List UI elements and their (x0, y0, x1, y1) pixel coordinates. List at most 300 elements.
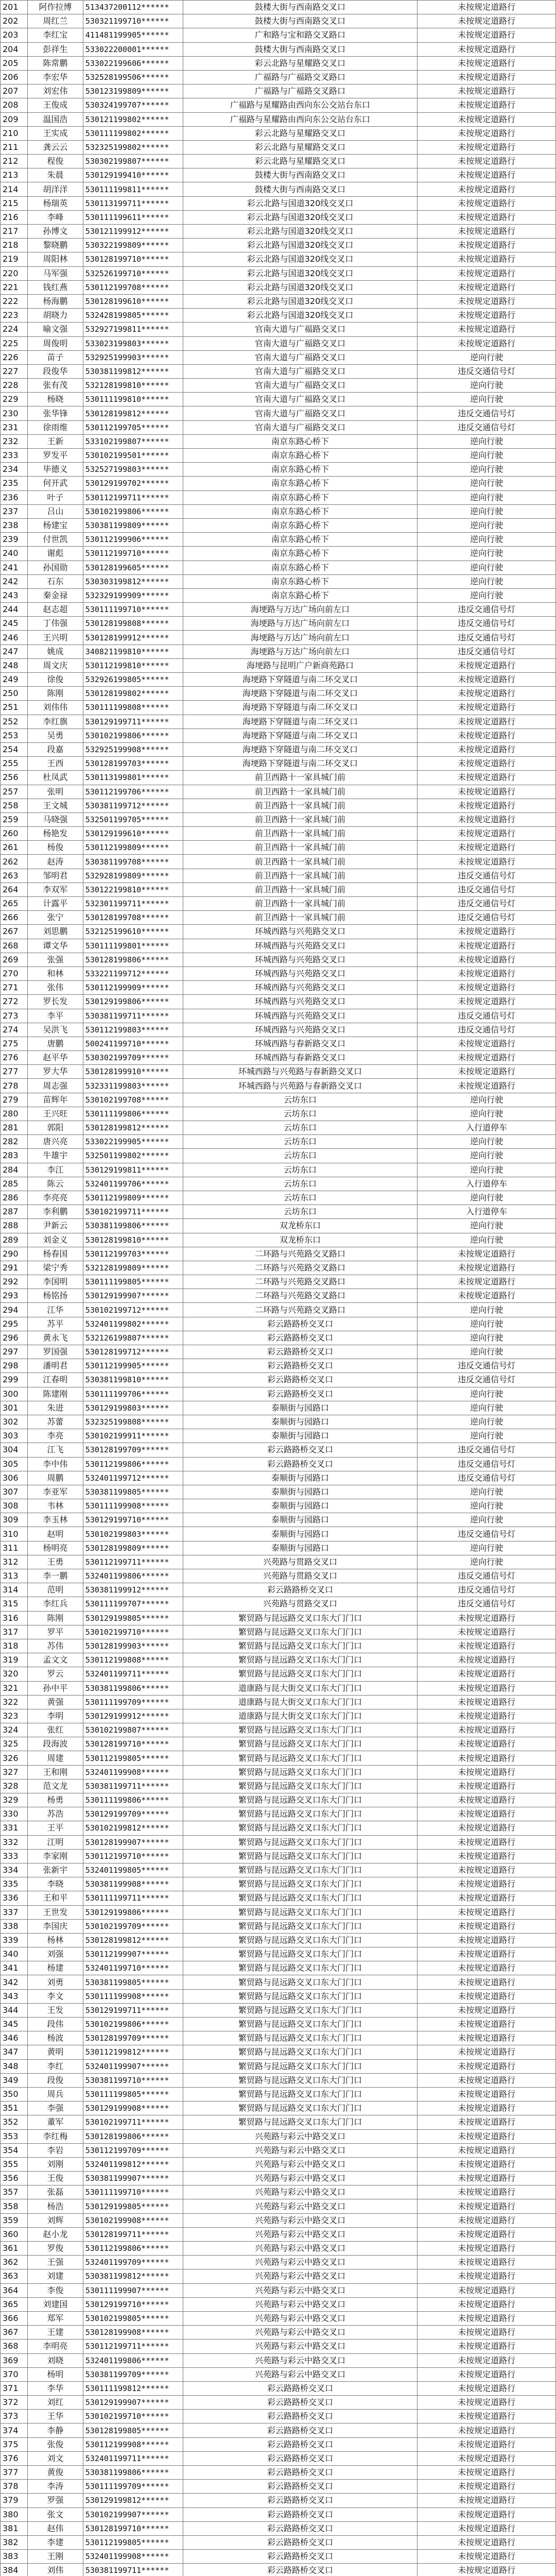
violation-location: 繁贸路与昆远路交叉口东大门门口 (183, 2087, 417, 2101)
id-number: 530129199908****** (83, 2102, 183, 2115)
table-row (1, 379, 556, 393)
person-name: 阿作拉博 (27, 1, 83, 14)
person-name: 王华 (27, 2410, 83, 2424)
row-number: 376 (1, 2451, 28, 2465)
person-name: 段海波 (27, 1737, 83, 1751)
id-number: 530381199709****** (83, 2367, 183, 2381)
table-row (1, 2521, 556, 2535)
person-name: 刘建 (27, 2269, 83, 2283)
violation-type: 未按规定道路行 (418, 925, 556, 939)
violation-type: 未按规定道路行 (418, 196, 556, 210)
table-row (1, 1863, 556, 1877)
table-row (1, 785, 556, 799)
violation-type: 逆向行驶 (418, 1513, 556, 1527)
violation-location: 彩云路路桥交叉口 (183, 2451, 417, 2465)
id-number: 530129199702****** (83, 477, 183, 490)
violation-type: 未按规定道路行 (418, 2521, 556, 2535)
id-number: 530129199711****** (83, 715, 183, 728)
violation-type: 未按规定道路行 (418, 2269, 556, 2283)
person-name: 尹新云 (27, 1219, 83, 1233)
row-number: 297 (1, 1345, 28, 1359)
table-row (1, 617, 556, 631)
id-number: 532329199909****** (83, 588, 183, 602)
id-number: 532928199809****** (83, 869, 183, 883)
violation-type: 违反交通信号灯 (418, 1527, 556, 1541)
violation-location: 云坊东口 (183, 1177, 417, 1191)
violation-location: 环城西路与兴苑路交叉口 (183, 981, 417, 995)
person-name: 罗长发 (27, 995, 83, 1009)
id-number: 530111199709****** (83, 2480, 183, 2494)
violation-location: 南京东路心桥下 (183, 518, 417, 532)
person-name: 王建 (27, 2326, 83, 2340)
table-row (1, 126, 556, 140)
table-row (1, 155, 556, 168)
person-name: 杨海鹏 (27, 294, 83, 308)
violation-location: 繁贸路与昆远路交叉口东大门门口 (183, 2115, 417, 2129)
person-name: 李红 (27, 2059, 83, 2073)
violation-location: 环城西路与兴苑路交叉口 (183, 953, 417, 967)
violation-type: 逆向行驶 (418, 1429, 556, 1443)
violation-type: 未按规定道路行 (418, 2003, 556, 2017)
person-name: 刘伟 (27, 2564, 83, 2576)
table-row (1, 1695, 556, 1709)
violation-type: 逆向行驶 (418, 1191, 556, 1205)
violation-location: 官南大道与广福路交叉口 (183, 336, 417, 350)
row-number: 206 (1, 70, 28, 84)
violation-type: 未按规定道路行 (418, 1261, 556, 1275)
id-number: 530381199711****** (83, 1779, 183, 1793)
violation-type: 未按规定道路行 (418, 2242, 556, 2256)
table-row (1, 294, 556, 308)
id-number: 530128199709****** (83, 1443, 183, 1457)
violation-type: 未按规定道路行 (418, 2283, 556, 2297)
id-number: 530102199806****** (83, 728, 183, 742)
table-row (1, 2045, 556, 2059)
row-number: 212 (1, 155, 28, 168)
violation-type: 未按规定道路行 (418, 182, 556, 196)
id-number: 530128199610****** (83, 294, 183, 308)
violation-location: 彩云路路桥交叉口 (183, 2437, 417, 2451)
person-name: 郑军 (27, 2311, 83, 2325)
violation-location: 彩云北路与星耀路交叉口 (183, 155, 417, 168)
person-name: 胡洋洋 (27, 182, 83, 196)
person-name: 罗平 (27, 1625, 83, 1639)
person-name: 杨勇 (27, 1793, 83, 1807)
violation-location: 鼓楼大街与西南路交叉口 (183, 1, 417, 14)
violation-location: 环城西路与兴苑路交叉口 (183, 995, 417, 1009)
violation-location: 繁贸路与昆远路交叉口东大门门口 (183, 2031, 417, 2045)
person-name: 周志强 (27, 1079, 83, 1093)
violation-location: 南京东路心桥下 (183, 490, 417, 504)
violation-location: 泰顺街与园路口 (183, 1499, 417, 1513)
violation-location: 南京东路心桥下 (183, 561, 417, 574)
person-name: 李红梅 (27, 2129, 83, 2143)
row-number: 295 (1, 1317, 28, 1331)
violation-location: 前卫西路十一家具城门前 (183, 841, 417, 855)
person-name: 江飞 (27, 1443, 83, 1457)
person-name: 苏平 (27, 1317, 83, 1331)
violation-location: 泰顺街与园路口 (183, 1541, 417, 1555)
row-number: 250 (1, 687, 28, 701)
violation-type: 未按规定道路行 (418, 1765, 556, 1779)
violation-location: 繁贸路与昆远路交叉口东大门门口 (183, 1919, 417, 1933)
id-number: 530128199703****** (83, 757, 183, 771)
table-row (1, 2115, 556, 2129)
violation-type: 违反交通信号灯 (418, 1471, 556, 1485)
person-name: 付世凯 (27, 533, 83, 547)
table-row (1, 2102, 556, 2115)
table-row (1, 70, 556, 84)
id-number: 530111199801****** (83, 939, 183, 953)
violation-location: 道康路与昆大街交叉口东大门门口 (183, 1695, 417, 1709)
person-name: 李涛 (27, 2480, 83, 2494)
violation-type: 未按规定道路行 (418, 2466, 556, 2480)
table-row (1, 1653, 556, 1667)
table-row (1, 533, 556, 547)
person-name: 石东 (27, 574, 83, 588)
table-row (1, 1373, 556, 1387)
id-number: 530129199805****** (83, 1611, 183, 1625)
person-name: 王兴明 (27, 631, 83, 645)
row-number: 273 (1, 1009, 28, 1023)
violation-type: 未按规定道路行 (418, 1863, 556, 1877)
table-row (1, 2410, 556, 2424)
violation-type: 未按规定道路行 (418, 1065, 556, 1079)
violation-location: 兴苑路与彩云中路交叉口 (183, 2213, 417, 2227)
table-row (1, 812, 556, 826)
id-number: 530112199711****** (83, 1555, 183, 1569)
violation-location: 繁贸路与昆远路交叉口东大门门口 (183, 1611, 417, 1625)
row-number: 274 (1, 1023, 28, 1037)
violation-type: 未按规定道路行 (418, 2172, 556, 2185)
table-row (1, 897, 556, 911)
table-row (1, 673, 556, 687)
id-number: 532501199802****** (83, 1149, 183, 1163)
violation-type: 入行道停车 (418, 1121, 556, 1135)
violation-type: 逆向行驶 (418, 588, 556, 602)
violation-type: 逆向行驶 (418, 477, 556, 490)
id-number: 530112199812****** (83, 2045, 183, 2059)
person-name: 段俊华 (27, 364, 83, 378)
violation-location: 南京东路心桥下 (183, 574, 417, 588)
person-name: 周鹏 (27, 1471, 83, 1485)
person-name: 毕德义 (27, 463, 83, 477)
violation-location: 云坊东口 (183, 1163, 417, 1177)
violation-type: 未按规定道路行 (418, 1275, 556, 1289)
violation-location: 官南大道与广福路交叉口 (183, 350, 417, 364)
person-name: 李江 (27, 1163, 83, 1177)
violation-type: 违反交通信号灯 (418, 1023, 556, 1037)
id-number: 530322199809****** (83, 239, 183, 252)
row-number: 357 (1, 2185, 28, 2199)
row-number: 294 (1, 1303, 28, 1317)
violation-type: 未按规定道路行 (418, 2340, 556, 2353)
id-number: 530121199912****** (83, 225, 183, 239)
person-name: 杨建 (27, 1961, 83, 1975)
violation-type: 逆向行驶 (418, 574, 556, 588)
violation-location: 兴苑路与彩云中路交叉口 (183, 2340, 417, 2353)
violation-location: 繁贸路与昆远路交叉口东大门门口 (183, 1975, 417, 1989)
table-row (1, 869, 556, 883)
row-number: 213 (1, 168, 28, 182)
row-number: 229 (1, 393, 28, 406)
person-name: 刘勇 (27, 1975, 83, 1989)
row-number: 277 (1, 1065, 28, 1079)
row-number: 308 (1, 1499, 28, 1513)
person-name: 段俊 (27, 2073, 83, 2087)
violation-location: 泰顺街与园路口 (183, 1485, 417, 1499)
person-name: 唐兴亮 (27, 1135, 83, 1149)
id-number: 530129199907****** (83, 1289, 183, 1303)
violation-location: 广福路与广福路交叉路口 (183, 84, 417, 98)
id-number: 532401199908****** (83, 2550, 183, 2564)
violation-type: 未按规定道路行 (418, 323, 556, 336)
violation-location: 二环路与兴苑路交叉路口 (183, 1303, 417, 1317)
id-number: 532527199803****** (83, 463, 183, 477)
id-number: 532528199506****** (83, 70, 183, 84)
violation-location: 彩云北路与国道320线交叉口 (183, 252, 417, 266)
violation-type: 违反交通信号灯 (418, 1569, 556, 1583)
row-number: 236 (1, 490, 28, 504)
violation-location: 繁贸路与昆远路交叉口东大门门口 (183, 1653, 417, 1667)
table-row (1, 309, 556, 323)
table-row (1, 2185, 556, 2199)
id-number: 530381199712****** (83, 799, 183, 812)
row-number: 360 (1, 2227, 28, 2241)
id-number: 532126199807****** (83, 1331, 183, 1345)
violation-location: 繁贸路与昆远路交叉口东大门门口 (183, 1863, 417, 1877)
row-number: 266 (1, 911, 28, 925)
violation-type: 未按规定道路行 (418, 2227, 556, 2241)
person-name: 龚云云 (27, 140, 83, 154)
violation-type: 未按规定道路行 (418, 1849, 556, 1863)
id-number: 530112199705****** (83, 420, 183, 434)
person-name: 孟文文 (27, 1653, 83, 1667)
row-number: 244 (1, 603, 28, 617)
violation-location: 彩云路路桥交叉口 (183, 1331, 417, 1345)
violation-type: 未按规定道路行 (418, 84, 556, 98)
row-number: 341 (1, 1961, 28, 1975)
table-row (1, 140, 556, 154)
violation-location: 繁贸路与昆远路交叉口东大门门口 (183, 2003, 417, 2017)
id-number: 530112199806****** (83, 1457, 183, 1471)
person-name: 杨明亮 (27, 1541, 83, 1555)
id-number: 530112199905****** (83, 1359, 183, 1373)
table-row (1, 742, 556, 756)
violation-location: 繁贸路与昆远路交叉口东大门门口 (183, 1639, 417, 1653)
table-row (1, 1779, 556, 1793)
table-row (1, 2367, 556, 2381)
id-number: 530123199809****** (83, 84, 183, 98)
row-number: 263 (1, 869, 28, 883)
person-name: 王刚 (27, 2550, 83, 2564)
row-number: 247 (1, 645, 28, 658)
row-number: 228 (1, 379, 28, 393)
violation-type: 违反交通信号灯 (418, 1009, 556, 1023)
violation-location: 海埂路下穿隧道与南二环交叉口 (183, 728, 417, 742)
table-row (1, 1317, 556, 1331)
row-number: 363 (1, 2269, 28, 2283)
violation-location: 官南大道与广福路交叉口 (183, 406, 417, 420)
violation-location: 海埂路下穿隧道与南二环交叉口 (183, 687, 417, 701)
id-number: 532401199806****** (83, 2353, 183, 2367)
row-number: 350 (1, 2087, 28, 2101)
person-name: 李亚军 (27, 1485, 83, 1499)
violation-type: 未按规定道路行 (418, 967, 556, 980)
violation-type: 逆向行驶 (418, 1415, 556, 1429)
table-row (1, 1205, 556, 1219)
id-number: 530112199709****** (83, 2143, 183, 2157)
violation-type: 未按规定道路行 (418, 225, 556, 239)
row-number: 258 (1, 799, 28, 812)
violation-type: 未按规定道路行 (418, 309, 556, 323)
table-row (1, 2535, 556, 2549)
row-number: 305 (1, 1457, 28, 1471)
id-number: 532325199808****** (83, 1415, 183, 1429)
person-name: 叶子 (27, 490, 83, 504)
violation-type: 违反交通信号灯 (418, 406, 556, 420)
row-number: 205 (1, 56, 28, 70)
table-row (1, 2311, 556, 2325)
id-number: 532428199805****** (83, 309, 183, 323)
row-number: 221 (1, 280, 28, 294)
violation-location: 彩云路路桥交叉口 (183, 2424, 417, 2437)
row-number: 318 (1, 1639, 28, 1653)
violation-type: 未按规定道路行 (418, 1919, 556, 1933)
violation-location: 彩云北路与星耀路交叉口 (183, 140, 417, 154)
id-number: 530111199802****** (83, 126, 183, 140)
person-name: 张明 (27, 785, 83, 799)
person-name: 杨浩 (27, 2199, 83, 2213)
violation-location: 兴苑路与彩云中路交叉口 (183, 2157, 417, 2171)
violation-type: 未按规定道路行 (418, 812, 556, 826)
table-row (1, 645, 556, 658)
table-row (1, 1877, 556, 1891)
person-name: 罗云 (27, 1667, 83, 1681)
person-name: 李国明 (27, 1275, 83, 1289)
row-number: 349 (1, 2073, 28, 2087)
violation-type: 违反交通信号灯 (418, 364, 556, 378)
table-row (1, 2269, 556, 2283)
table-row (1, 490, 556, 504)
table-row (1, 2353, 556, 2367)
table-row (1, 56, 556, 70)
violation-type: 未按规定道路行 (418, 701, 556, 715)
violation-location: 彩云北路与国道320线交叉口 (183, 266, 417, 280)
id-number: 532401199711****** (83, 1667, 183, 1681)
violation-location: 泰顺街与园路口 (183, 1415, 417, 1429)
person-name: 王平 (27, 1821, 83, 1835)
violation-type: 逆向行驶 (418, 504, 556, 518)
row-number: 223 (1, 309, 28, 323)
table-row (1, 1513, 556, 1527)
violation-type: 逆向行驶 (418, 561, 556, 574)
violation-type: 未按规定道路行 (418, 1905, 556, 1919)
table-row (1, 1905, 556, 1919)
violation-type: 违反交通信号灯 (418, 911, 556, 925)
violation-location: 泰顺街与园路口 (183, 1429, 417, 1443)
violation-location: 环城西路与春新路交叉口 (183, 1037, 417, 1050)
violation-type: 未按规定道路行 (418, 1807, 556, 1821)
row-number: 246 (1, 631, 28, 645)
row-number: 378 (1, 2480, 28, 2494)
row-number: 268 (1, 939, 28, 953)
row-number: 335 (1, 1877, 28, 1891)
person-name: 孙博文 (27, 225, 83, 239)
table-row (1, 1037, 556, 1050)
violation-type: 逆向行驶 (418, 350, 556, 364)
table-row (1, 1275, 556, 1289)
person-name: 王实成 (27, 126, 83, 140)
table-row (1, 1891, 556, 1905)
id-number: 530381199710****** (83, 2073, 183, 2087)
table-row (1, 1093, 556, 1107)
person-name: 王文城 (27, 799, 83, 812)
row-number: 368 (1, 2340, 28, 2353)
violation-type: 逆向行驶 (418, 1219, 556, 1233)
violation-location: 鼓楼大街与西南路交叉口 (183, 14, 417, 28)
violation-type: 未按规定道路行 (418, 1639, 556, 1653)
table-row (1, 1499, 556, 1513)
person-name: 周兵 (27, 2087, 83, 2101)
row-number: 222 (1, 294, 28, 308)
person-name: 何开武 (27, 477, 83, 490)
violation-type: 未按规定道路行 (418, 2424, 556, 2437)
violation-type: 未按规定道路行 (418, 1681, 556, 1695)
person-name: 刘文 (27, 2451, 83, 2465)
id-number: 530102199908****** (83, 2213, 183, 2227)
violation-type: 未按规定道路行 (418, 294, 556, 308)
row-number: 218 (1, 239, 28, 252)
violation-type: 未按规定道路行 (418, 280, 556, 294)
id-number: 530122199810****** (83, 883, 183, 896)
table-row (1, 196, 556, 210)
person-name: 赵伟 (27, 2521, 83, 2535)
row-number: 286 (1, 1191, 28, 1205)
row-number: 377 (1, 2466, 28, 2480)
table-row (1, 1359, 556, 1373)
row-number: 288 (1, 1219, 28, 1233)
row-number: 319 (1, 1653, 28, 1667)
person-name: 陈云 (27, 1177, 83, 1191)
id-number: 530381199812****** (83, 2269, 183, 2283)
row-number: 226 (1, 350, 28, 364)
table-row (1, 336, 556, 350)
row-number: 374 (1, 2424, 28, 2437)
violation-type: 未按规定道路行 (418, 939, 556, 953)
person-name: 黎晓鹏 (27, 239, 83, 252)
id-number: 530111199706****** (83, 1387, 183, 1401)
violation-type: 逆向行驶 (418, 393, 556, 406)
person-name: 王世发 (27, 1905, 83, 1919)
row-number: 351 (1, 2102, 28, 2115)
id-number: 530129199709****** (83, 1807, 183, 1821)
table-row (1, 574, 556, 588)
row-number: 325 (1, 1737, 28, 1751)
row-number: 323 (1, 1709, 28, 1723)
id-number: 530128199710****** (83, 2521, 183, 2535)
violation-location: 兴苑路与彩云中路交叉口 (183, 2256, 417, 2269)
person-name: 刘建国 (27, 2297, 83, 2311)
row-number: 336 (1, 1891, 28, 1905)
table-row (1, 547, 556, 561)
violation-location: 繁贸路与昆远路交叉口东大门门口 (183, 1947, 417, 1961)
person-name: 张新宇 (27, 1863, 83, 1877)
id-number: 530111199908****** (83, 1499, 183, 1513)
violation-location: 二环路与兴苑路交叉路口 (183, 1289, 417, 1303)
violation-type: 未按规定道路行 (418, 2256, 556, 2269)
violation-type: 未按规定道路行 (418, 1947, 556, 1961)
